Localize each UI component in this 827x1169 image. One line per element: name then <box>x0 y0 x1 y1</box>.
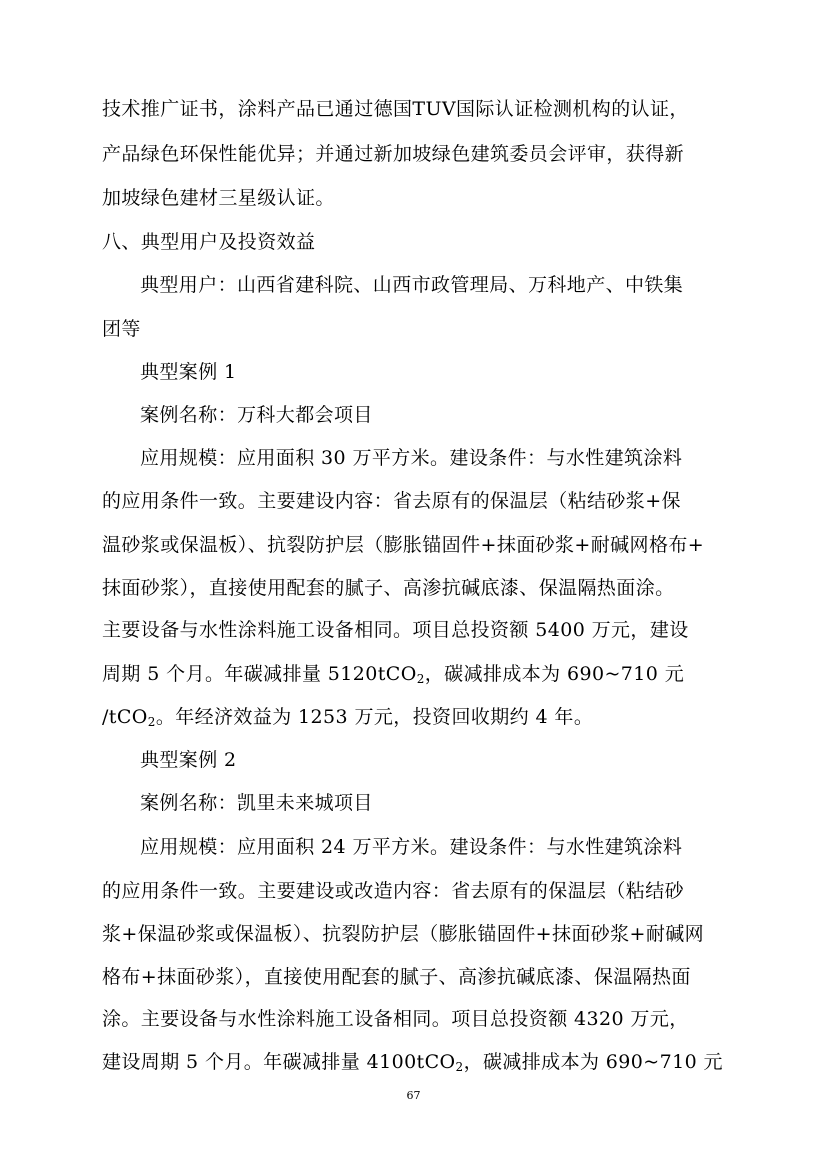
body-text-line-11: 温砂浆或保温板）、抗裂防护层（膨胀锚固件+抹面砂浆+耐碱网格布+ <box>102 534 705 556</box>
line-14-subscript: 2 <box>416 672 425 686</box>
body-text-line-9: 应用规模：应用面积 30 万平方米。建设条件：与水性建筑涂料 <box>140 447 683 469</box>
body-text-line-13: 主要设备与水性涂料施工设备相同。项目总投资额 5400 万元，建设 <box>102 619 689 641</box>
body-text-line-18: 应用规模：应用面积 24 万平方米。建设条件：与水性建筑涂料 <box>140 836 683 858</box>
body-text-line-19: 的应用条件一致。主要建设或改造内容：省去原有的保温层（粘结砂 <box>102 880 685 902</box>
page-number: 67 <box>406 1089 421 1102</box>
section-heading: 八、典型用户及投资效益 <box>102 231 316 253</box>
body-text-line-21: 格布+抹面砂浆），直接使用配套的腻子、高渗抗碱底漆、保温隔热面 <box>102 966 691 988</box>
line-15-text-b: 。年经济效益为 1253 万元，投资回收期约 4 年。 <box>155 706 594 728</box>
case-heading-1: 典型案例 1 <box>140 361 237 383</box>
case-name-1: 案例名称：万科大都会项目 <box>140 404 373 426</box>
body-text-line-23 <box>102 1050 723 1074</box>
body-text-line-10: 的应用条件一致。主要建设内容：省去原有的保温层（粘结砂浆+保 <box>102 490 681 512</box>
body-text-line-6: 团等 <box>102 318 141 340</box>
body-text-line-2: 产品绿色环保性能优异；并通过新加坡绿色建筑委员会评审，获得新 <box>102 143 685 165</box>
body-text-line-5: 典型用户：山西省建科院、山西市政管理局、万科地产、中铁集 <box>140 274 684 296</box>
line-23-text-b: ，碳减排成本为 690~710 元 <box>463 1051 723 1073</box>
line-23-text-a: 建设周期 5 个月。年碳减排量 4100tCO <box>102 1051 456 1073</box>
line-14-text-b: ，碳减排成本为 690~710 元 <box>424 663 685 685</box>
body-text-line-15 <box>102 705 593 729</box>
body-text-line-14 <box>102 662 684 686</box>
body-text-line-1: 技术推广证书，涂料产品已通过德国TUV国际认证检测机构的认证， <box>102 98 689 120</box>
body-text-line-20: 浆+保温砂浆或保温板）、抗裂防护层（膨胀锚固件+抹面砂浆+耐碱网 <box>102 923 705 945</box>
case-heading-2: 典型案例 2 <box>140 749 237 771</box>
line-23-subscript: 2 <box>455 1060 464 1074</box>
body-text-line-12: 抹面砂浆），直接使用配套的腻子、高渗抗碱底漆、保温隔热面涂。 <box>102 577 675 599</box>
body-text-line-22: 涂。主要设备与水性涂料施工设备相同。项目总投资额 4320 万元， <box>102 1008 689 1030</box>
line-15-subscript: 2 <box>147 715 156 729</box>
line-14-text-a: 周期 5 个月。年碳减排量 5120tCO <box>102 663 417 685</box>
line-15-text-a: /tCO <box>102 706 148 728</box>
body-text-line-3: 加坡绿色建材三星级认证。 <box>102 187 335 209</box>
case-name-2: 案例名称：凯里未来城项目 <box>140 792 373 814</box>
